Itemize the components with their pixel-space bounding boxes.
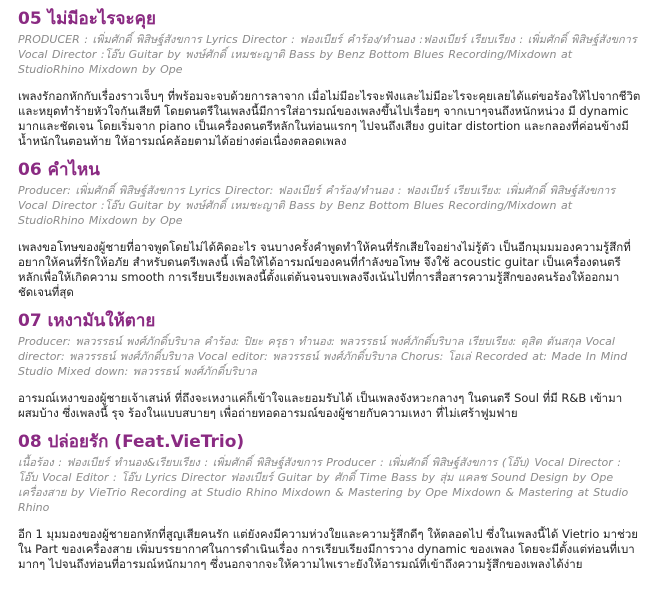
track-08 — [18, 431, 642, 572]
track-credits: PRODUCER : เพิ่มศักดิ์ พิสิษฐ์สังขการ Lyrics Director : ฟองเบียร์ คำร้อง/ทำนอง :ฟองเบียร์ เรียบเรียง : เพิ่มศักดิ์ พิสิษฐ์สังขการ Vocal Director :โอ๊บ Guitar by พงษ์ศักดิ์ เหมชะญาติ Bass by Benz Bottom Blues Recording/Mixdown at StudioRhino Mixdown by Ope — [18, 33, 637, 76]
track-06 — [18, 159, 642, 300]
track-07 — [18, 310, 642, 421]
track-description: เพลงขอโทษของผู้ชายที่อาจพูดโดยไม่ได้คิดอะไร จนบางครั้งคำพูดทำให้คนที่รักเสียใจอย่างไม่รู้ตัว เป็นอีกมุมมมองความรู้สึกที่อยากให้คนที่รักให้อภัย สำหรับดนตรีเพลงนี้ เพื่อให้ได้อารมณ์ของคนที่กำลังขอโทษ จึงใช้ acoustic guitar เป็นเครื่องดนตรีหลักเพื่อให้เกิดความ smooth การเรียบเรียงเพลงนี้ตั้งแต่ต้นจนจบเพลงจึงเน้นไปที่การสื่อสารความรู้สึกของคนร้องให้ออกมาชัดเจนที่สุด — [18, 240, 631, 299]
track-title: 06 คำไหน — [18, 160, 100, 180]
track-title: 08 ปล่อยรัก (Feat.VieTrio) — [18, 432, 245, 452]
track-title: 07 เหงามันให้ตาย — [18, 311, 156, 331]
track-description: อารมณ์เหงาของผู้ชายเจ้าเสน่ห์ ที่ถึงจะเหงาแค่ก็เข้าใจและยอมรับได้ เป็นเพลงจังหวะกลางๆ ในดนตรี Soul ที่มี R&B เข้ามาผสมบ้าง ซึ่งเพลงนี้ รุจ ร้องในแบบสบายๆ เพื่อถ่ายทอดอารมณ์ของผู้ชายกับความเหงา ที่ไม่เศร้าฟูมฟาย — [18, 391, 623, 420]
track-05 — [18, 8, 642, 149]
track-title: 05 ไม่มีอะไรจะคุย — [18, 9, 156, 29]
track-credits: เนื้อร้อง : ฟองเบียร์ ทำนอง&เรียบเรียง : เพิ่มศักดิ์ พิสิษฐ์สังขการ Producer : เพิ่มศักดิ์ พิสิษฐ์สังขการ (โอ๊บ) Vocal Director : โอ๊บ Vocal Editor : โอ๊บ Lyrics Director ฟองเบียร์ Guitar by ศักดิ์ Time Bass by สุ่ม แคลช Sound Design by Ope เครื่องสาย by VieTrio Recording at Studio Rhino Mixdown & Mastering by Ope Mixdown & Mastering at Studio Rhino — [18, 456, 629, 514]
track-credits: Producer: พลวรรธน์ พงศ์ภักดิ์บริบาล คำร้อง: ปิยะ ครุธา ทำนอง: พลวรรธน์ พงศ์ภักดิ์บริบาล เรียบเรียง: ดุสิต ตันสกุล Vocal director: พลวรรธน์ พงศ์ภักดิ์บริบาล Vocal editor: พลวรรธน์ พงศ์ภักดิ์บริบาล Chorus: โอเล่ Recorded at: Made In Mind Studio Mixed down: พลวรรธน์ พงศ์ภักดิ์บริบาล — [18, 335, 628, 378]
track-description: อีก 1 มุมมองของผู้ชายอกหักที่สูญเสียคนรัก แต่ยังคงมีความห่วงใยและความรู้สึกดีๆ ให้ตลอดไป ซึ่งในเพลงนี้ได้ Vietrio มาช่วยใน Part ของเครื่องสาย เพิ่มบรรยากาศในการดำเนินเรื่อง การเรียบเรียงมีการวาง dynamic ของเพลง โดยจะมีตั้งแต่ท่อนที่เบามากๆ ไปจนถึงท่อนที่อารมณ์หนักมากๆ ซึ่งนอกจากจะให้ความไพเราะยังให้อารมณ์ที่เข้าถึงความรู้สึกของเพลงได้ง่าย — [18, 527, 639, 571]
track-description: เพลงรักอกหักกับเรื่องราวเจ็บๆ ที่พร้อมจะจบด้วยการลาจาก เมื่อไม่มีอะไรจะฟังและไม่มีอะไรจะคุยเลยได้แต่ขอร้องให้ไปจากชีวิตและหยุดทำร้ายหัวใจกันเสียที โดยดนตรีในเพลงนี้มีการใส่อารมณ์ของเพลงขึ้นไปเรื่อยๆ จากเบาๆจนถึงหนักหน่วง มี dynamic มากและชัดเจน โดยเริ่มจาก piano เป็นเครื่องดนตรีหลักในท่อนแรกๆ ไปจนถึงเสียง guitar distortion และกลองที่ค่อนข้างมีน้ำหนักในตอนท้าย ให้อารมณ์คล้อยตามได้อย่างต่อเนื่องตลอดเพลง — [18, 89, 641, 148]
track-credits: Producer: เพิ่มศักดิ์ พิสิษฐ์สังขการ Lyrics Director: ฟองเบียร์ คำร้อง/ทำนอง : ฟองเบียร์ เรียบเรียง: เพิ่มศักดิ์ พิสิษฐ์สังขการ Vocal Director :โอ๊บ Guitar by พงษ์ศักดิ์ เหมชะญาติ Bass by Benz Bottom Blues Recording/Mixdown at StudioRhino Mixdown by Ope — [18, 184, 616, 227]
